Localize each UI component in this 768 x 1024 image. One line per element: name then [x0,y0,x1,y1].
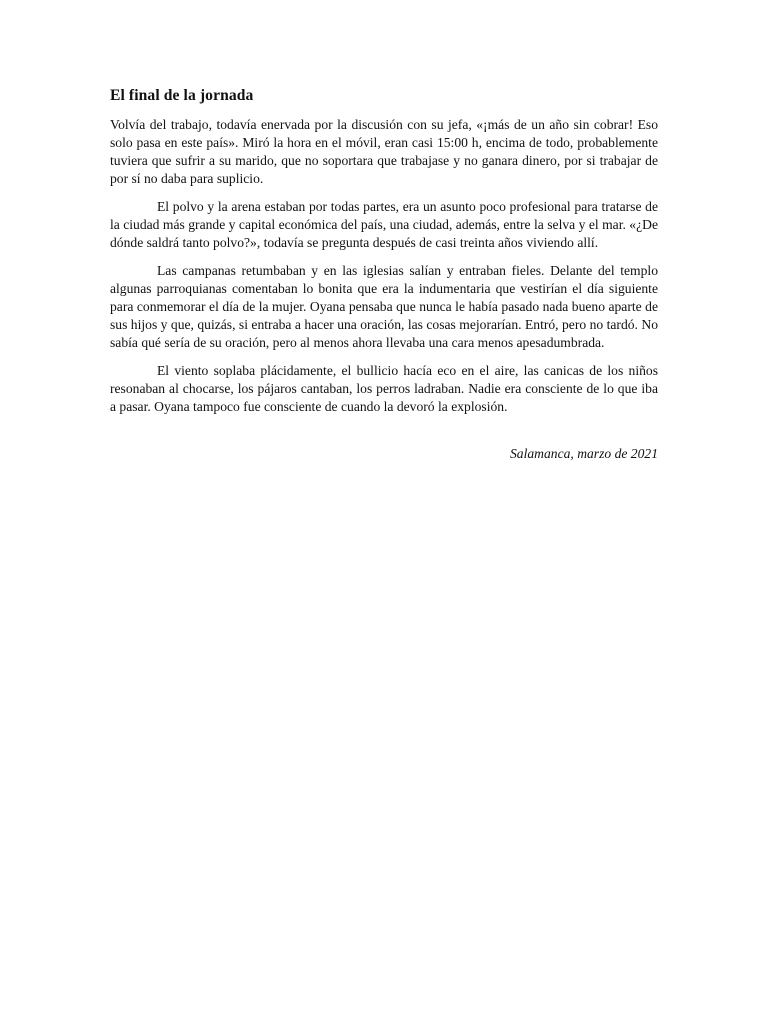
paragraph-2: El polvo y la arena estaban por todas partes, era un asunto poco profesional para tratarse de la ciudad más grande y capital económica del país, una ciudad, además, entre la selva y el mar. «¿De dónde saldrá tanto polvo?», todavía se pregunta después de casi treinta años viviendo allí. [110,199,658,250]
document-page [110,86,658,463]
paragraph-4: El viento soplaba plácidamente, el bullicio hacía eco en el aire, las canicas de los niños resonaban al chocarse, los pájaros cantaban, los perros ladraban. Nadie era consciente de lo que iba a pasar. Oyana tampoco fue consciente de cuando la devoró la explosión. [110,363,658,414]
paragraph-1: Volvía del trabajo, todavía enervada por la discusión con su jefa, «¡más de un año sin cobrar! Eso solo pasa en este país». Miró la hora en el móvil, eran casi 15:00 h, encima de todo, probablemente tuviera que sufrir a su marido, que no soportara que trabajase y no ganara dinero, por si trabajar de por sí no daba para suplicio. [110,117,658,186]
paragraph-3: Las campanas retumbaban y en las iglesias salían y entraban fieles. Delante del templo algunas parroquianas comentaban lo bonita que era la indumentaria que vestirían el día siguiente para conmemorar el día de la mujer. Oyana pensaba que nunca le había pasado nada bueno aparte de sus hijos y que, quizás, si entraba a hacer una oración, las cosas mejorarían. Entró, pero no tardó. No sabía qué sería de su oración, pero al menos ahora llevaba una cara menos apesadumbrada. [110,263,658,350]
document-title: El final de la jornada [110,87,254,104]
signature-line: Salamanca, marzo de 2021 [509,446,658,461]
